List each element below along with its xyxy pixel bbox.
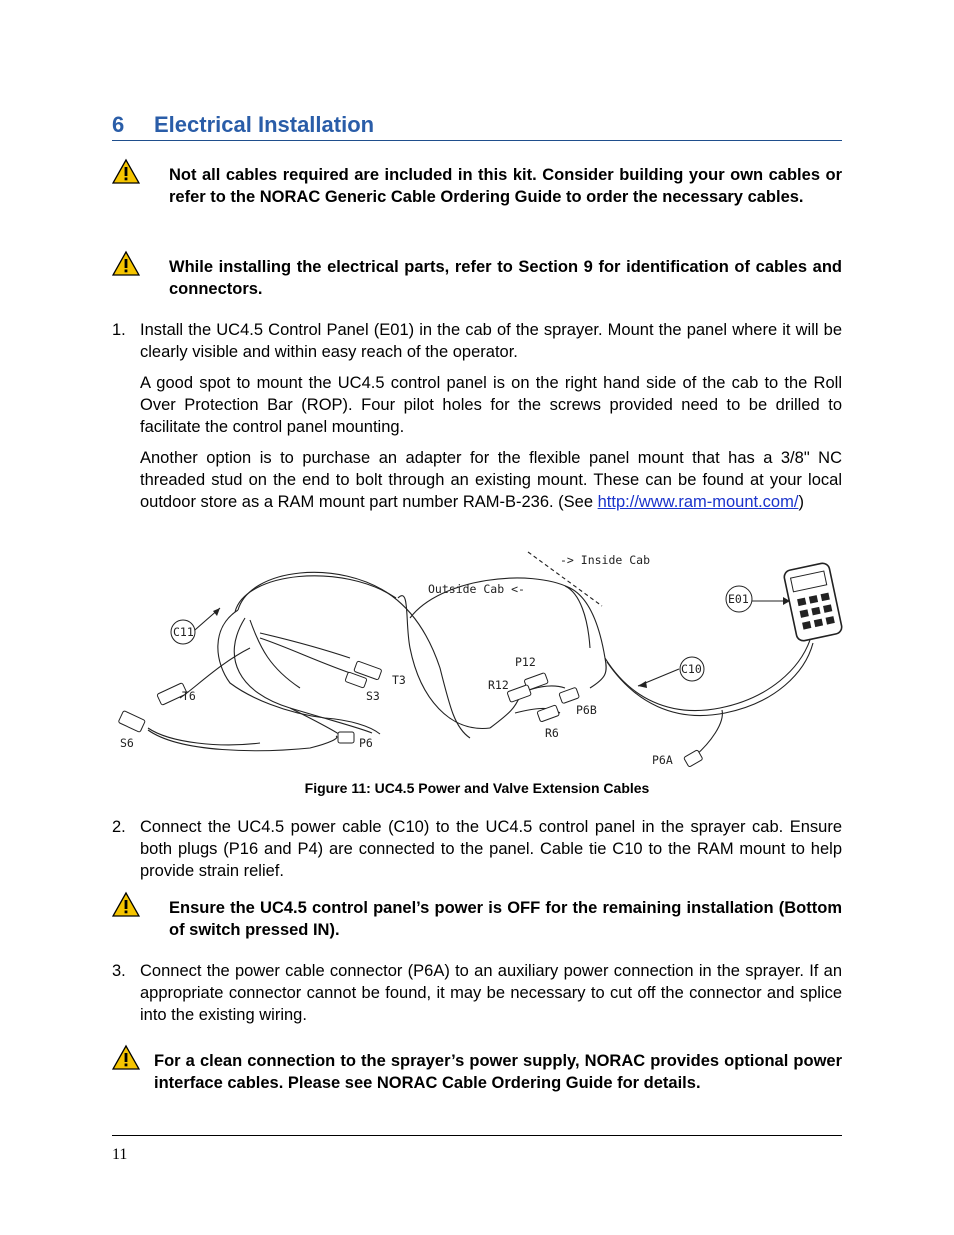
connector-r6 bbox=[537, 705, 560, 722]
label-r6: R6 bbox=[545, 726, 559, 740]
step-text: ) bbox=[798, 493, 804, 511]
label-c10: C10 bbox=[681, 662, 702, 676]
ram-mount-link[interactable]: http://www.ram-mount.com/ bbox=[597, 493, 799, 511]
warning-icon bbox=[112, 250, 140, 276]
warning-text: Not all cables required are included in this kit. Consider building your own cables or refer to the NORAC Generic Cable Ordering Guide to order the necessary cables. bbox=[169, 166, 842, 206]
step-2 bbox=[112, 816, 842, 891]
label-p6b: P6B bbox=[576, 703, 597, 717]
label-p12: P12 bbox=[515, 655, 536, 669]
label-p6a: P6A bbox=[652, 753, 673, 767]
control-panel-e01 bbox=[783, 562, 843, 642]
figure-caption: Figure 11: UC4.5 Power and Valve Extension Cables bbox=[304, 780, 650, 796]
section-number: 6 bbox=[112, 112, 125, 137]
connector-p6 bbox=[338, 732, 354, 743]
warning-text: Ensure the UC4.5 control panel’s power is OFF for the remaining installation (Bottom of switch pressed IN). bbox=[169, 899, 842, 939]
warning-block bbox=[112, 891, 842, 941]
step-number: 3. bbox=[112, 962, 126, 980]
step-paragraph bbox=[140, 447, 842, 513]
connector-r12 bbox=[507, 685, 531, 703]
warning-block bbox=[112, 250, 842, 300]
label-e01: E01 bbox=[728, 592, 749, 606]
connector-s6 bbox=[118, 710, 145, 732]
warning-icon bbox=[112, 891, 140, 917]
warning-block bbox=[112, 158, 842, 208]
footer-divider bbox=[112, 1135, 842, 1136]
warning-icon bbox=[112, 1044, 140, 1070]
cable-diagram bbox=[110, 548, 850, 773]
section-heading bbox=[112, 112, 842, 141]
label-r12: R12 bbox=[488, 678, 509, 692]
warning-text: While installing the electrical parts, refer to Section 9 for identification of cables and connectors. bbox=[169, 258, 842, 298]
warning-text: For a clean connection to the sprayer’s power supply, NORAC provides optional power interface cables. Please see NORAC Cable Ordering Guide for details. bbox=[154, 1052, 842, 1092]
connector-p6b bbox=[559, 687, 580, 703]
warning-block bbox=[112, 1044, 842, 1094]
page-number: 11 bbox=[112, 1146, 128, 1163]
label-c11: C11 bbox=[173, 625, 194, 639]
cable-branch-t3 bbox=[260, 633, 350, 658]
label-p6: P6 bbox=[359, 736, 373, 750]
step-paragraph: A good spot to mount the UC4.5 control panel is on the right hand side of the cab to the Roll Over Protection Bar (ROP). Four pilot holes for the screws provided need to be drilled to facilitate the control panel mounting. bbox=[140, 374, 842, 436]
label-outside-cab: Outside Cab <- bbox=[428, 582, 525, 596]
label-t6: T6 bbox=[182, 689, 196, 703]
connector-p6a bbox=[684, 750, 703, 768]
label-s3: S3 bbox=[366, 689, 380, 703]
step-text: Another option is to purchase an adapter for the flexible panel mount that has a 3/8" NC threaded stud on the end to bolt through an existing mount. These can be found at your local outdoor store as a RAM mount part number RAM-B-236. (See bbox=[140, 449, 842, 511]
step-1 bbox=[112, 319, 842, 522]
step-paragraph: Connect the power cable connector (P6A) to an auxiliary power connection in the sprayer. If an appropriate connector cannot be found, it may be necessary to cut off the connector and splice into the existing wiring. bbox=[140, 962, 842, 1024]
step-paragraph: Connect the UC4.5 power cable (C10) to the UC4.5 control panel in the sprayer cab. Ensure both plugs (P16 and P4) are connected to the panel. Cable tie C10 to the RAM mount to help provide strain relief. bbox=[140, 818, 842, 880]
step-number: 1. bbox=[112, 321, 126, 339]
section-title: Electrical Installation bbox=[154, 112, 375, 137]
step-3 bbox=[112, 960, 842, 1035]
label-t3: T3 bbox=[392, 673, 406, 687]
warning-icon bbox=[112, 158, 140, 184]
label-inside-cab: -> Inside Cab bbox=[560, 553, 651, 567]
cable-c10 bbox=[605, 640, 810, 711]
cable-p6a bbox=[695, 710, 722, 756]
step-paragraph: Install the UC4.5 Control Panel (E01) in the cab of the sprayer. Mount the panel where it will be clearly visible and within easy reach of the operator. bbox=[140, 321, 842, 361]
step-number: 2. bbox=[112, 818, 126, 836]
label-s6: S6 bbox=[120, 736, 134, 750]
